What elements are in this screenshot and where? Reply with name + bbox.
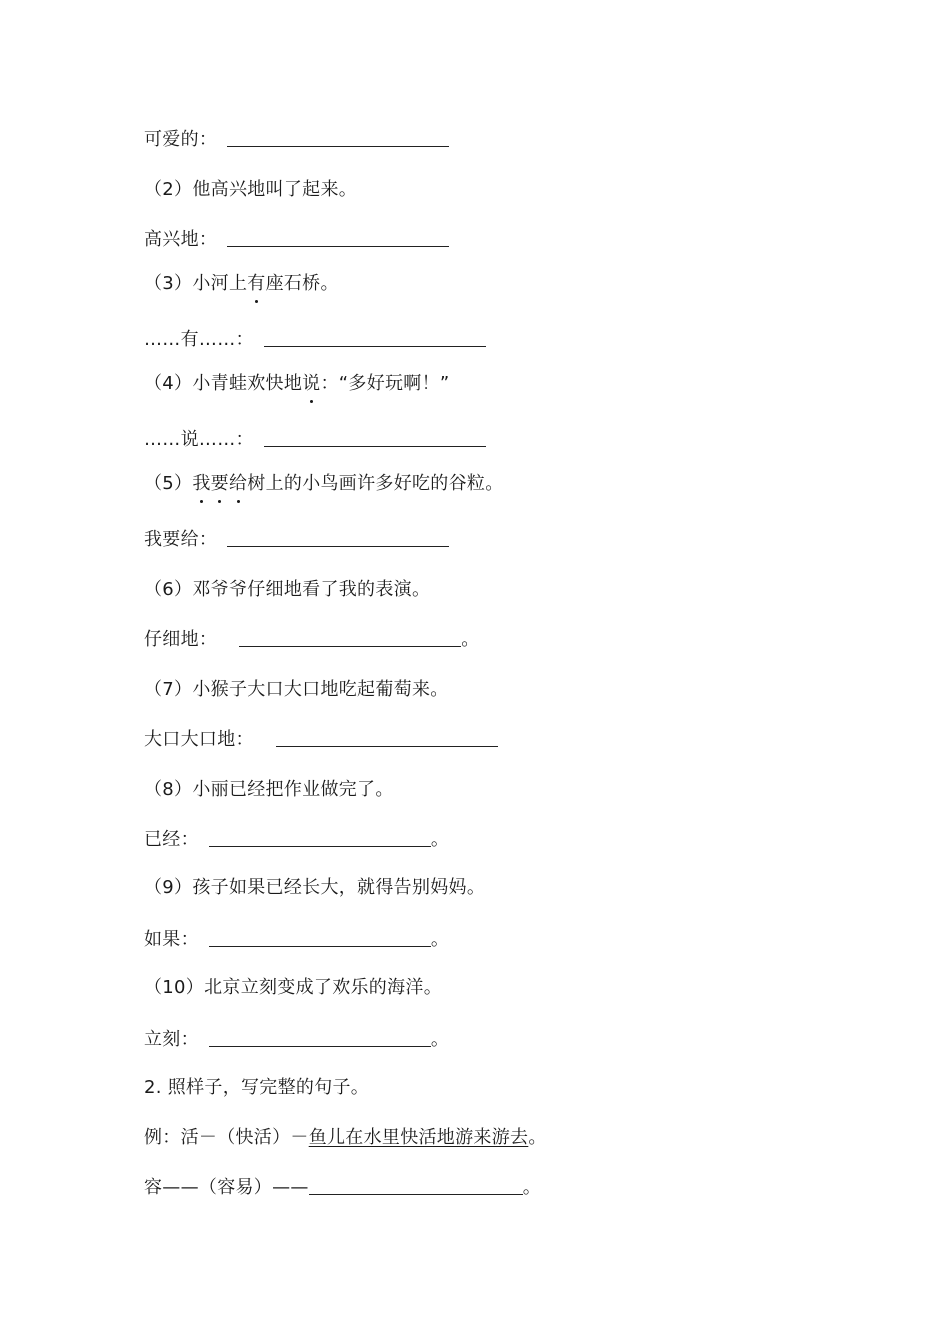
answer-line-shuo [144,428,486,452]
answer-label: 仔细地： [144,629,218,650]
question-8 [144,778,394,802]
answer-label: 立刻： [144,1029,199,1050]
answer-label: 已经： [144,829,199,850]
answer-blank[interactable] [227,130,449,147]
task-line [144,1176,541,1200]
answer-line-you [144,328,486,352]
answer-line-zixi [144,628,480,652]
answer-label: 高兴地： [144,229,218,250]
answer-line-keai [144,128,449,152]
sentence-end-mark: 。 [461,629,480,650]
answer-label: 可爱的： [144,129,218,150]
answer-label: ……说……： [144,429,254,450]
answer-label: 如果： [144,929,199,950]
question-4 [144,372,450,396]
question-text: （2）他高兴地叫了起来。 [144,179,358,200]
question-text-pre: （4）小青蛙欢快地 [144,373,303,394]
question-3 [144,272,339,296]
question-9 [144,876,485,900]
answer-line-dakou [144,728,498,752]
sentence-end-mark: 。 [430,929,450,950]
answer-line-gaoxing [144,228,449,252]
answer-line-woyaogei [144,528,449,552]
sentence-end-mark: 。 [430,829,450,850]
section-title: 2. 照样子，写完整的句子。 [144,1077,370,1098]
answer-blank[interactable] [264,430,486,447]
question-10 [144,976,442,1000]
question-text-pre: （5） [144,473,193,494]
emphasized-char: 有 [247,273,266,294]
answer-blank[interactable] [209,1030,431,1047]
section-2-title [144,1076,369,1100]
emphasized-char: 说 [302,373,321,394]
question-text-pre: （3）小河上 [144,273,248,294]
question-7 [144,678,449,702]
answer-blank[interactable] [239,630,461,647]
sentence-end-mark: 。 [522,1177,542,1198]
emphasized-char: 给 [228,473,248,494]
answer-label: ……有……： [144,329,254,350]
answer-blank[interactable] [264,330,486,347]
question-text: （9）孩子如果已经长大，就得告别妈妈。 [144,877,486,898]
question-text-post: 座石桥。 [265,273,339,294]
question-2 [144,178,357,202]
question-text: （8）小丽已经把作业做完了。 [144,779,394,800]
example-prefix: 例：活－（快活）－ [144,1127,309,1148]
question-6 [144,578,430,602]
sentence-end-mark: 。 [430,1029,450,1050]
answer-blank[interactable] [309,1178,523,1195]
sentence-end-mark: 。 [528,1127,547,1148]
emphasized-char: 要 [210,473,229,494]
answer-line-yijing [144,828,449,852]
answer-line-ruguo [144,928,449,952]
example-sentence: 鱼儿在水里快活地游来游去 [308,1127,529,1148]
answer-blank[interactable] [209,930,431,947]
answer-label: 大口大口地： [144,729,254,750]
example-line [144,1126,547,1150]
question-text-post: 树上的小鸟画许多好吃的谷粒。 [247,473,504,494]
task-prefix: 容——（容易）—— [144,1177,309,1198]
answer-blank[interactable] [209,830,431,847]
emphasized-char: 我 [192,473,211,494]
answer-blank[interactable] [227,530,449,547]
answer-blank[interactable] [276,730,498,747]
question-text: （10）北京立刻变成了欢乐的海洋。 [144,977,443,998]
answer-label: 我要给： [144,529,218,550]
question-text: （7）小猴子大口大口地吃起葡萄来。 [144,679,449,700]
answer-blank[interactable] [227,230,449,247]
question-text: （6）邓爷爷仔细地看了我的表演。 [144,579,431,600]
answer-line-like [144,1028,449,1052]
question-5 [144,472,504,496]
question-text-post: ：“多好玩啊！” [320,373,450,394]
